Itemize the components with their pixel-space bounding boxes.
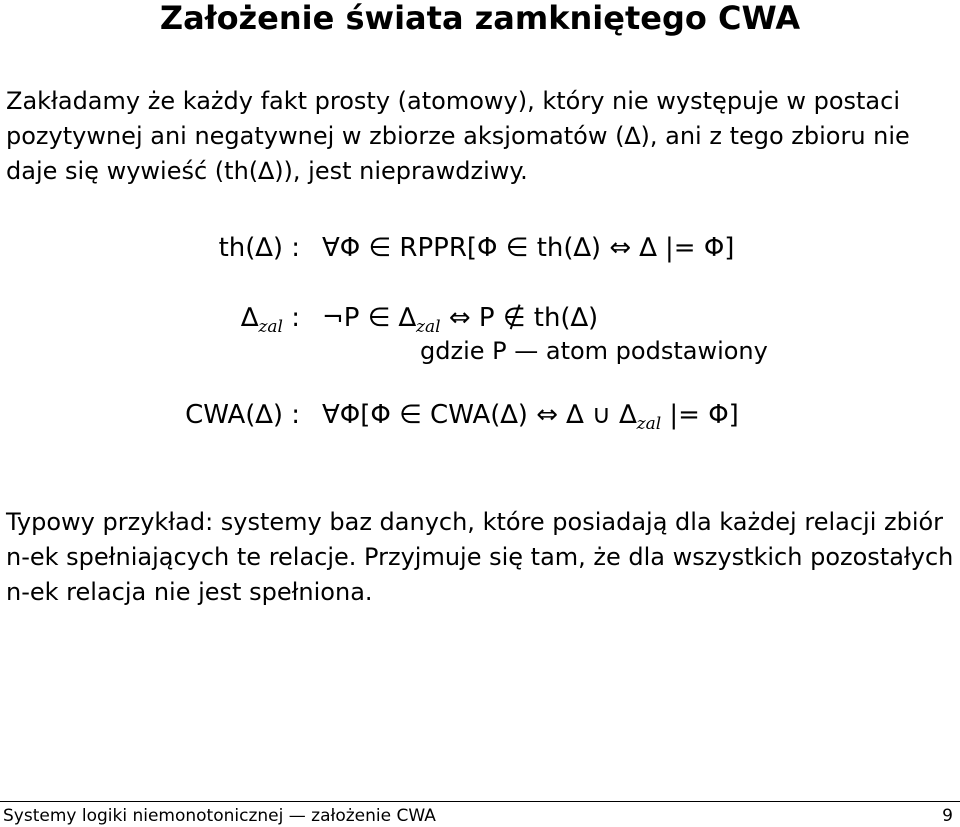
formula-zal-where-note: gdzie P — atom podstawiony <box>420 337 768 365</box>
formula-th-definition: ∀Φ ∈ RPPR[Φ ∈ th(∆) ⇔ ∆ |= Φ] <box>322 233 735 263</box>
footer-divider <box>0 801 960 802</box>
cwa-def-part-2: |= Φ] <box>661 400 739 430</box>
zal-def-subscript: zal <box>416 317 441 337</box>
formula-cwa-label: CWA(∆) : <box>185 400 300 430</box>
label-colon: : <box>282 303 300 333</box>
footer-caption: Systemy logiki niemonotonicznej — założenie CWA <box>3 806 436 826</box>
delta-symbol: ∆ <box>241 303 259 333</box>
formula-th-label: th(∆) : <box>218 233 300 263</box>
zal-subscript: zal <box>258 317 283 337</box>
formula-zal-definition <box>322 303 599 337</box>
example-paragraph: Typowy przykład: systemy baz danych, które posiadają dla każdej relacji zbiór n-ek spełniających te relacje. Przyjmuje się tam, że dla wszystkich pozostałych n-ek relacja nie jest spełniona. <box>6 508 954 606</box>
cwa-def-part-1: ∀Φ[Φ ∈ CWA(∆) ⇔ ∆ ∪ ∆ <box>322 400 637 430</box>
cwa-def-subscript: zal <box>636 414 662 434</box>
zal-def-part-1: ¬P ∈ ∆ <box>322 303 417 333</box>
zal-def-part-2: ⇔ P ∉ th(∆) <box>440 303 599 333</box>
formula-cwa-definition <box>322 400 739 434</box>
page-number: 9 <box>942 806 953 826</box>
formula-zal-label <box>150 303 300 337</box>
slide-title: Założenie świata zamkniętego CWA <box>159 0 801 37</box>
intro-paragraph: Zakładamy że każdy fakt prosty (atomowy), który nie występuje w postaci pozytywnej ani negatywnej w zbiorze aksjomatów (∆), ani z tego zbioru nie daje się wywieść (th(∆)), jest nieprawdziwy. <box>6 87 910 185</box>
